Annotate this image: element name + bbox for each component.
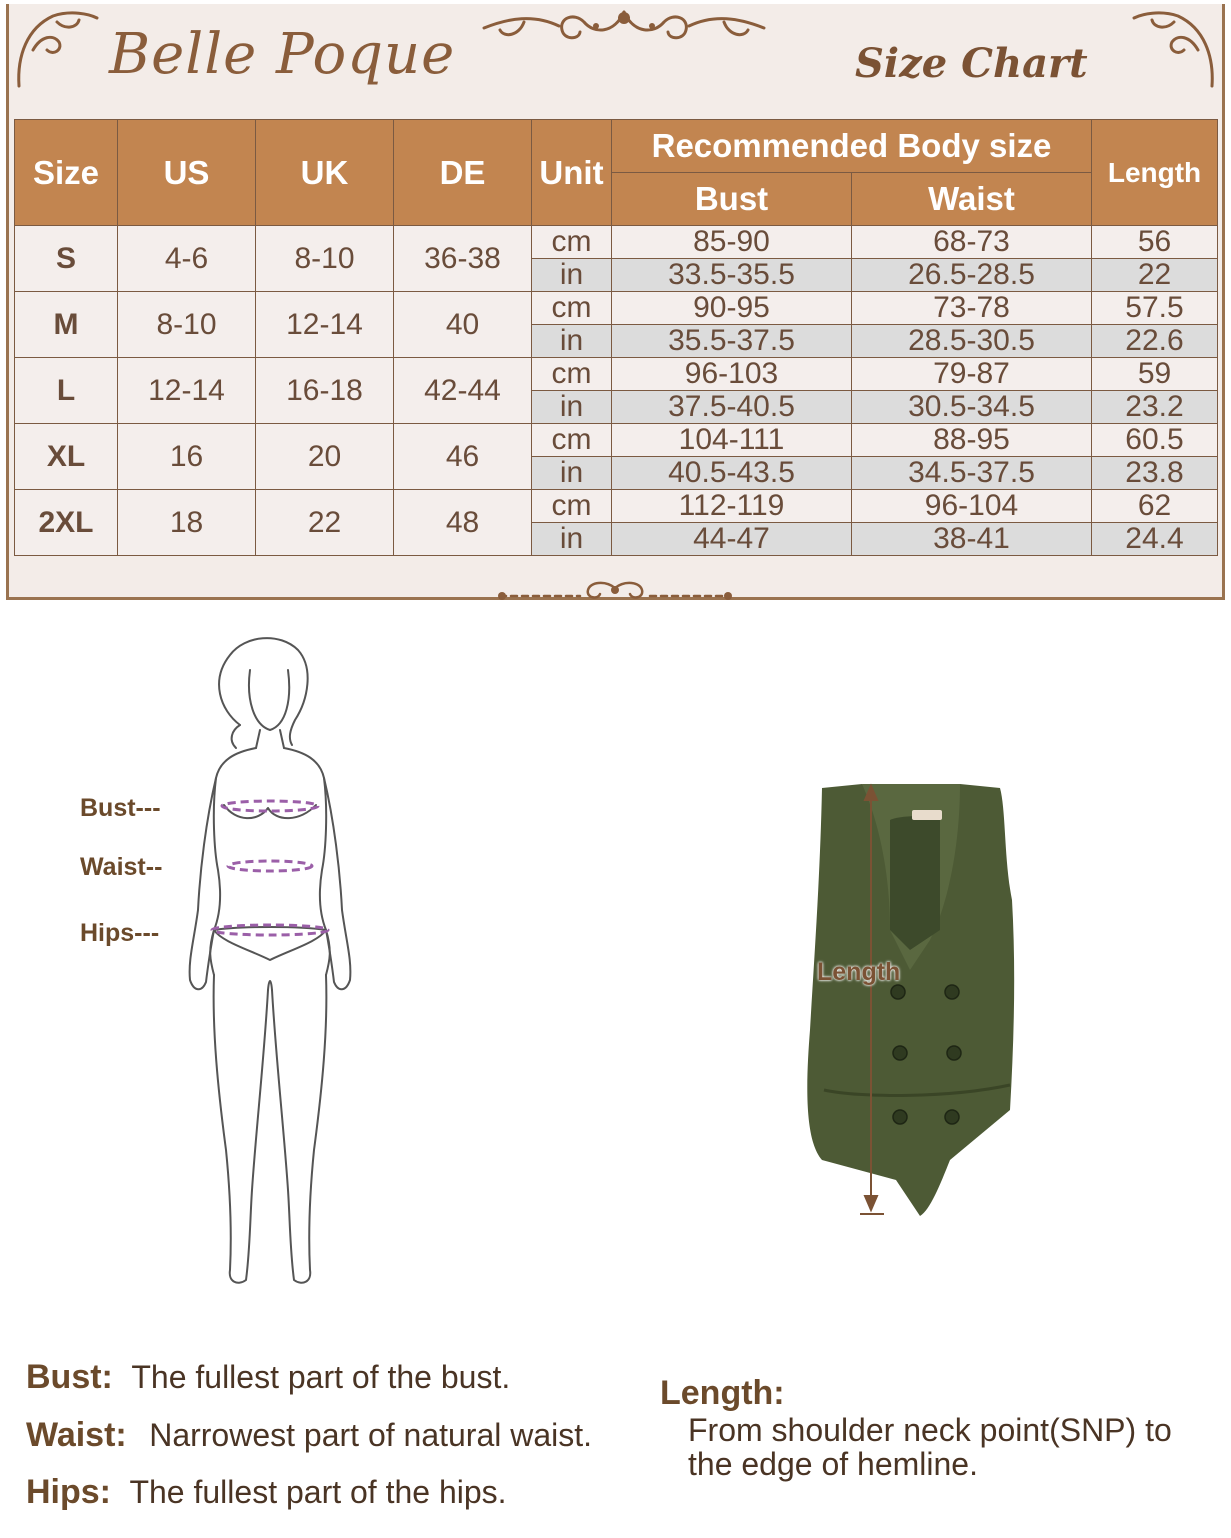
bust-text: The fullest part of the bust. [131, 1359, 511, 1395]
waist-cell: 79-87 [852, 358, 1092, 391]
length-cell: 62 [1092, 490, 1218, 523]
us-size: 12-14 [118, 358, 256, 424]
hips-text: The fullest part of the hips. [129, 1474, 507, 1510]
bust-cell: 104-111 [612, 424, 852, 457]
bust-cell: 40.5-43.5 [612, 457, 852, 490]
size-label: XL [15, 424, 118, 490]
bottom-flourish-ornament [480, 576, 750, 616]
length-cell: 22.6 [1092, 325, 1218, 358]
waist-cell: 38-41 [852, 523, 1092, 556]
length-cell: 59 [1092, 358, 1218, 391]
header-length: Length [1092, 120, 1218, 226]
hips-term: Hips: [26, 1473, 111, 1511]
unit-cell: cm [532, 490, 612, 523]
bust-cell: 96-103 [612, 358, 852, 391]
unit-cell: in [532, 325, 612, 358]
length-cell: 22 [1092, 259, 1218, 292]
hips-figure-label: Hips--- [80, 919, 160, 947]
length-text: From shoulder neck point(SNP) to the edge of hemline. [688, 1412, 1172, 1482]
length-cell: 57.5 [1092, 292, 1218, 325]
unit-cell: cm [532, 424, 612, 457]
uk-size: 8-10 [256, 226, 394, 292]
hips-definition [26, 1473, 507, 1512]
bust-cell: 85-90 [612, 226, 852, 259]
table-row [15, 226, 1218, 259]
size-label: L [15, 358, 118, 424]
waist-text: Narrowest part of natural waist. [149, 1417, 593, 1453]
bust-cell: 44-47 [612, 523, 852, 556]
us-size: 4-6 [118, 226, 256, 292]
size-label: S [15, 226, 118, 292]
header-us: US [118, 120, 256, 226]
vest-length-label: Length [817, 958, 901, 986]
bust-cell: 90-95 [612, 292, 852, 325]
bust-term: Bust: [26, 1358, 113, 1396]
uk-size: 16-18 [256, 358, 394, 424]
us-size: 8-10 [118, 292, 256, 358]
bust-cell: 112-119 [612, 490, 852, 523]
waist-cell: 73-78 [852, 292, 1092, 325]
us-size: 18 [118, 490, 256, 556]
de-size: 46 [394, 424, 532, 490]
length-cell: 23.2 [1092, 391, 1218, 424]
header-de: DE [394, 120, 532, 226]
size-table [14, 119, 1218, 556]
left-corner-ornament [13, 6, 103, 96]
bust-cell: 33.5-35.5 [612, 259, 852, 292]
waist-figure-label: Waist-- [80, 853, 163, 881]
table-row [15, 292, 1218, 325]
uk-size: 12-14 [256, 292, 394, 358]
us-size: 16 [118, 424, 256, 490]
unit-cell: in [532, 259, 612, 292]
chart-title: Size Chart [855, 40, 1088, 87]
length-cell: 56 [1092, 226, 1218, 259]
top-flourish-ornament [464, 4, 784, 52]
bust-definition [26, 1358, 510, 1397]
de-size: 40 [394, 292, 532, 358]
unit-cell: in [532, 457, 612, 490]
de-size: 48 [394, 490, 532, 556]
header-unit: Unit [532, 120, 612, 226]
right-corner-ornament [1128, 6, 1218, 96]
table-row [15, 490, 1218, 523]
de-size: 42-44 [394, 358, 532, 424]
unit-cell: cm [532, 226, 612, 259]
bust-cell: 35.5-37.5 [612, 325, 852, 358]
waist-cell: 68-73 [852, 226, 1092, 259]
waist-definition [26, 1416, 592, 1455]
table-row [15, 358, 1218, 391]
length-cell: 60.5 [1092, 424, 1218, 457]
unit-cell: cm [532, 292, 612, 325]
unit-cell: in [532, 391, 612, 424]
waist-cell: 28.5-30.5 [852, 325, 1092, 358]
uk-size: 22 [256, 490, 394, 556]
size-label: 2XL [15, 490, 118, 556]
unit-cell: cm [532, 358, 612, 391]
header-waist: Waist [852, 173, 1092, 226]
body-figure-illustration [180, 630, 370, 1300]
waist-cell: 26.5-28.5 [852, 259, 1092, 292]
header-size: Size [15, 120, 118, 226]
size-label: M [15, 292, 118, 358]
table-row [15, 424, 1218, 457]
unit-cell: in [532, 523, 612, 556]
waist-cell: 88-95 [852, 424, 1092, 457]
length-definition [660, 1374, 1220, 1481]
waist-cell: 96-104 [852, 490, 1092, 523]
brand-logo: Belle Poque [109, 22, 456, 87]
header-recommended-body-size: Recommended Body size [612, 120, 1092, 173]
waist-cell: 30.5-34.5 [852, 391, 1092, 424]
waist-term: Waist: [26, 1416, 127, 1454]
de-size: 36-38 [394, 226, 532, 292]
bust-figure-label: Bust--- [80, 794, 161, 822]
header-bust: Bust [612, 173, 852, 226]
waist-cell: 34.5-37.5 [852, 457, 1092, 490]
bust-cell: 37.5-40.5 [612, 391, 852, 424]
vest-product-image [800, 780, 1020, 1220]
length-cell: 24.4 [1092, 523, 1218, 556]
uk-size: 20 [256, 424, 394, 490]
length-cell: 23.8 [1092, 457, 1218, 490]
header-uk: UK [256, 120, 394, 226]
length-term: Length: [660, 1374, 785, 1412]
